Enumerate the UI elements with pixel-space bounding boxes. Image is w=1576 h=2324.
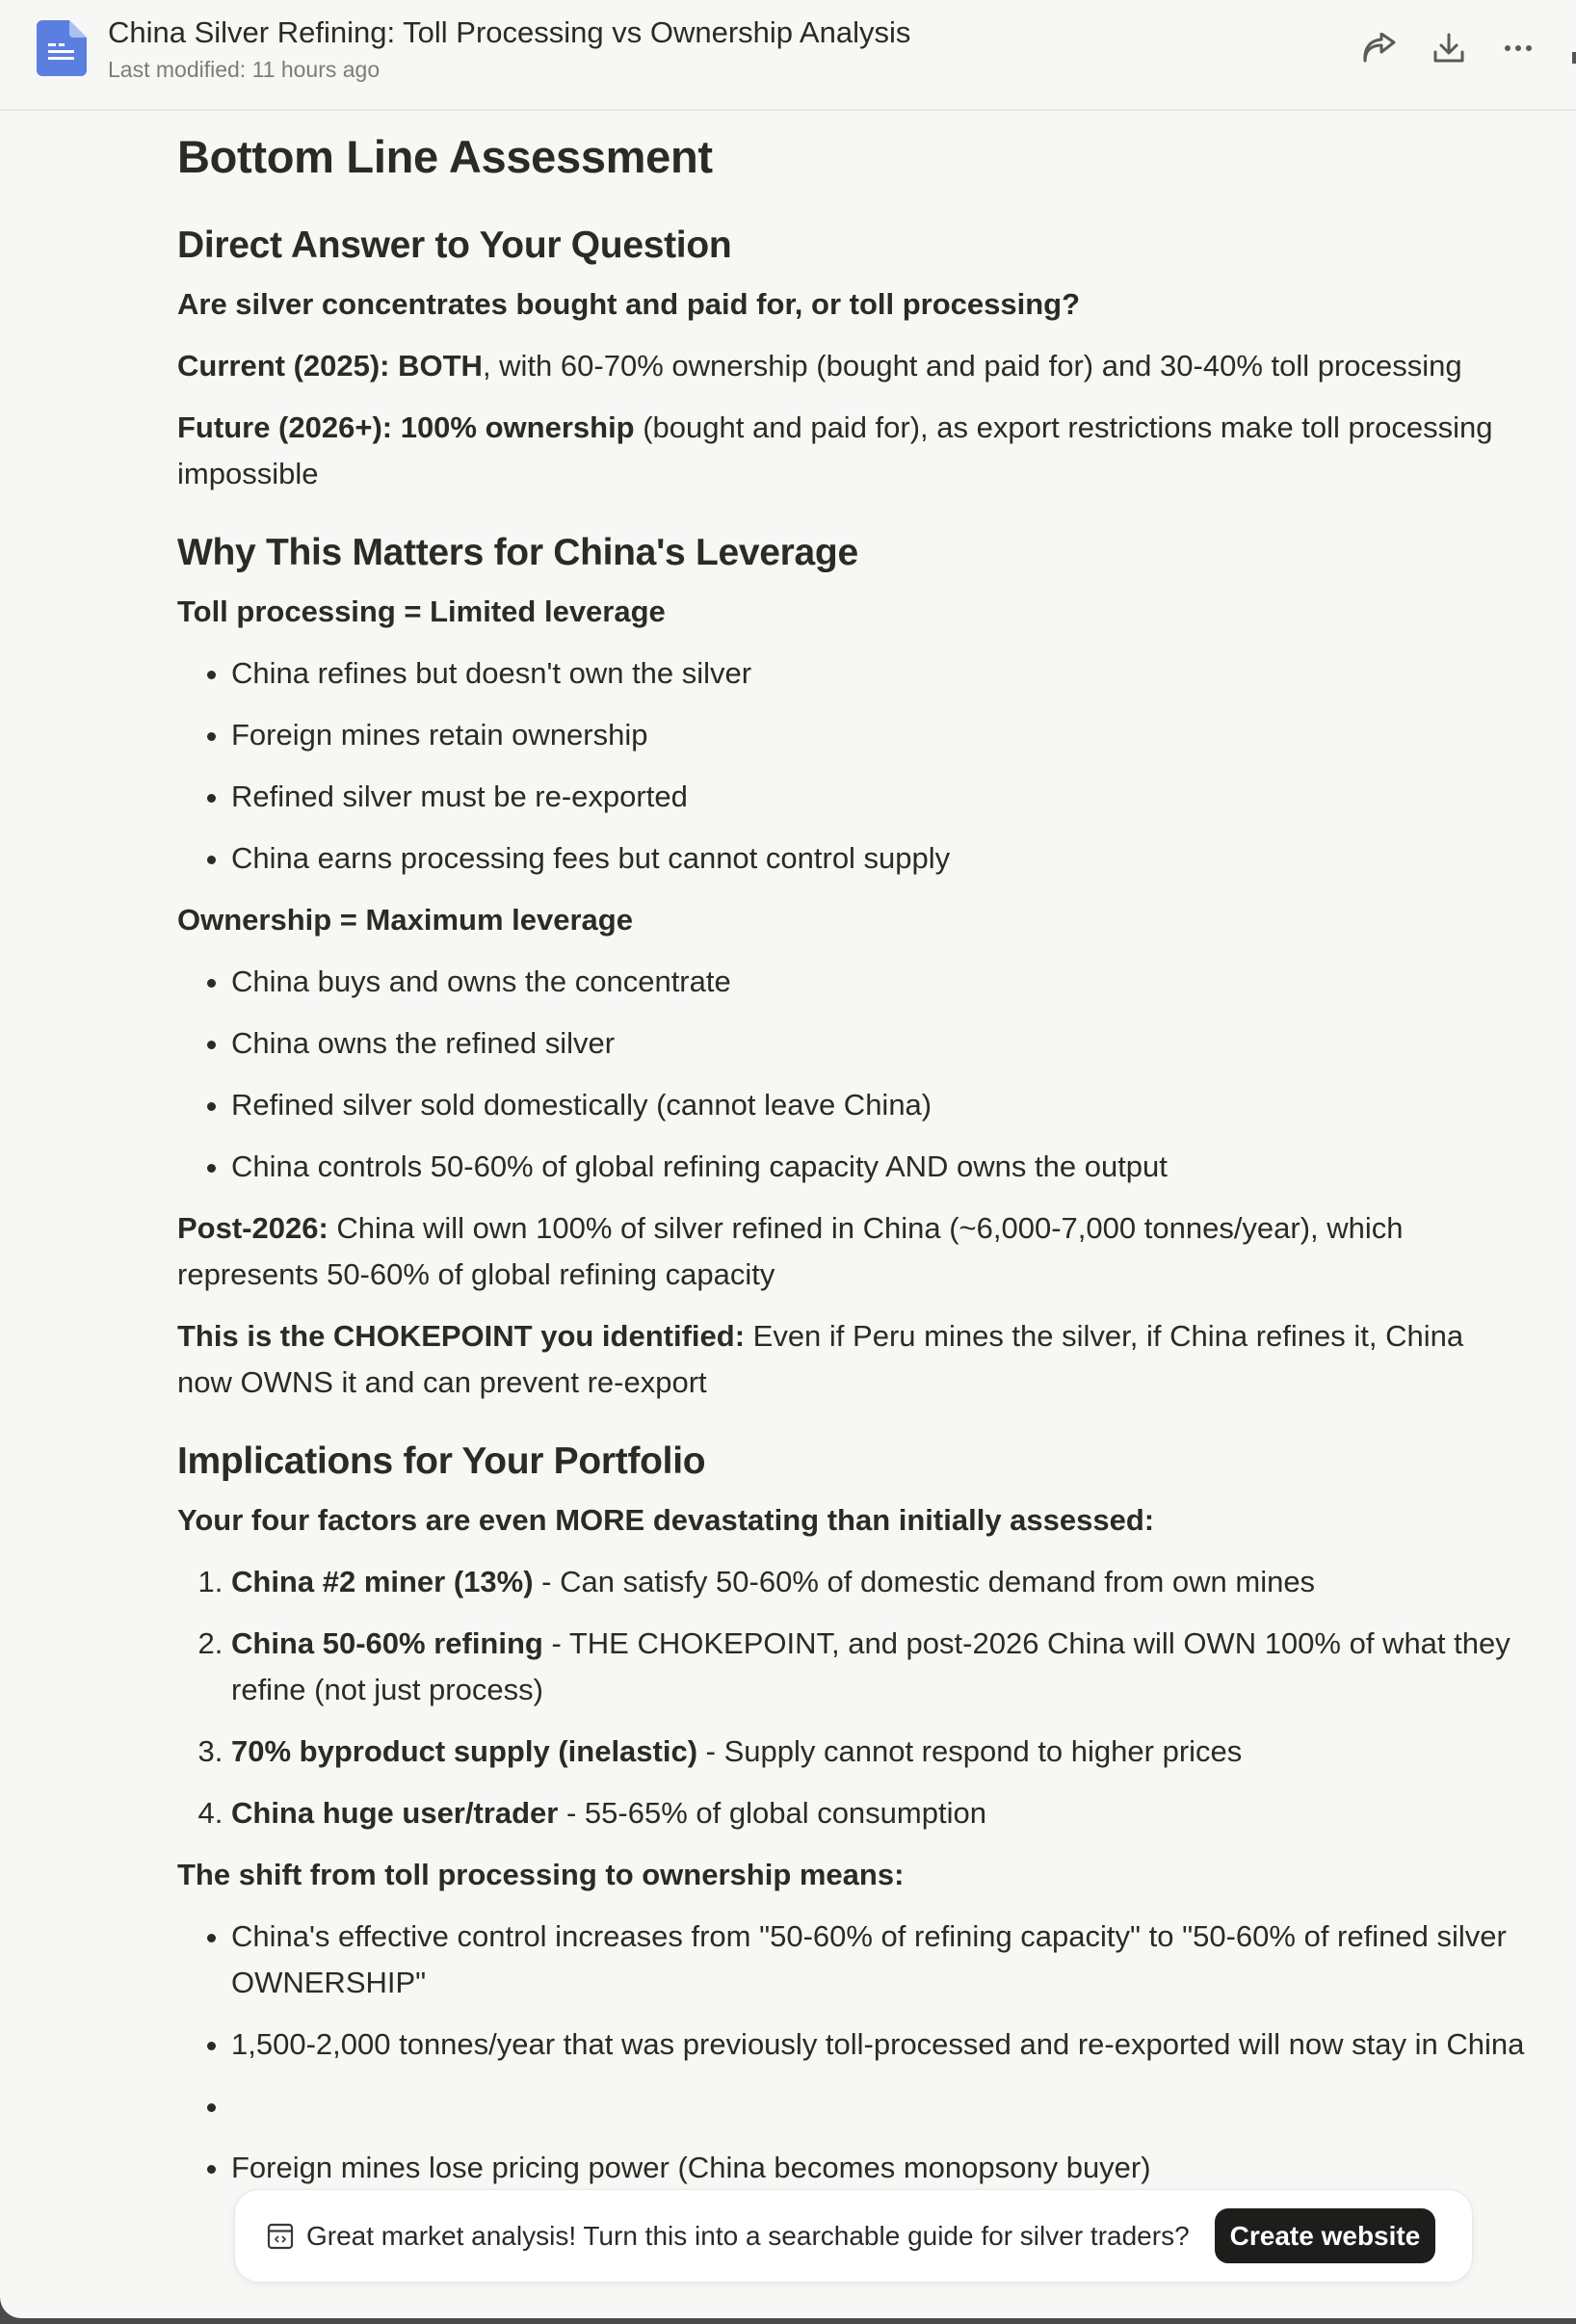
list-item bbox=[231, 2083, 1526, 2129]
future-text: (bought and paid for), as export restrictions make toll processing impossible bbox=[177, 410, 1493, 490]
download-button[interactable] bbox=[1428, 27, 1470, 69]
factors-label bbox=[177, 1497, 1526, 1544]
current-text: , with 60-70% ownership (bought and paid for) and 30-40% toll processing bbox=[482, 349, 1462, 383]
heading-implications: Implications for Your Portfolio bbox=[177, 1440, 706, 1482]
list-item: • Foreign mines retain ownership bbox=[231, 712, 1526, 758]
list-item: • China owns the refined silver bbox=[231, 1020, 1526, 1067]
factor-text: - THE CHOKEPOINT, and post-2026 China will OWN 100% of what they refine (not just process) bbox=[231, 1626, 1510, 1706]
list-item bbox=[231, 1559, 1526, 1605]
shift-label-text: The shift from toll processing to ownership means: bbox=[177, 1858, 905, 1891]
shift-list bbox=[177, 1914, 1526, 2191]
list-item bbox=[231, 1729, 1526, 1775]
document-title: China Silver Refining: Toll Processing vs Ownership Analysis bbox=[108, 15, 911, 49]
banner-message: Great market analysis! Turn this into a searchable guide for silver traders? bbox=[306, 2220, 1190, 2251]
ownership-label bbox=[177, 897, 1526, 943]
toll-label-text: Toll processing = Limited leverage bbox=[177, 594, 666, 628]
factors-label-text: Your four factors are even MORE devastating than initially assessed: bbox=[177, 1503, 1155, 1537]
toll-list bbox=[177, 650, 1526, 882]
question-bold: Are silver concentrates bought and paid for, or toll processing? bbox=[177, 287, 1081, 321]
list-item: • China's effective control increases from "50-60% of refining capacity" to "50-60% of refined silver OWNERSHIP" bbox=[231, 1914, 1526, 2006]
factor-text: - Supply cannot respond to higher prices bbox=[697, 1734, 1243, 1768]
list-item: • Refined silver sold domestically (cannot leave China) bbox=[231, 1082, 1526, 1128]
last-modified: Last modified: 11 hours ago bbox=[108, 57, 381, 82]
document-icon bbox=[37, 20, 87, 76]
chokepoint-text: Even if Peru mines the silver, if China refines it, China now OWNS it and can prevent re-export bbox=[177, 1319, 1464, 1399]
document-header bbox=[0, 0, 1576, 111]
factors-list bbox=[177, 1559, 1526, 1836]
create-website-banner bbox=[234, 2189, 1473, 2283]
chokepoint-paragraph bbox=[177, 1313, 1526, 1406]
post-2026-text: China will own 100% of silver refined in China (~6,000-7,000 tonnes/year), which represents 50-60% of global refining capacity bbox=[177, 1211, 1404, 1291]
download-icon bbox=[1432, 32, 1465, 65]
heading-bottom-line: Bottom Line Assessment bbox=[177, 131, 713, 182]
factor-title: China huge user/trader bbox=[231, 1796, 559, 1830]
sidebar-toggle-edge[interactable] bbox=[1572, 52, 1576, 64]
document-body bbox=[177, 111, 1526, 2191]
shift-label bbox=[177, 1852, 1526, 1898]
factor-text: - Can satisfy 50-60% of domestic demand from own mines bbox=[533, 1565, 1316, 1598]
toll-label bbox=[177, 589, 1526, 635]
website-code-icon bbox=[266, 2222, 295, 2251]
list-item: • 1,500-2,000 tonnes/year that was previously toll-processed and re-exported will now stay in China bbox=[231, 2021, 1526, 2068]
list-item: • China buys and owns the concentrate bbox=[231, 959, 1526, 1005]
list-item: • China controls 50-60% of global refining capacity AND owns the output bbox=[231, 1144, 1526, 1190]
list-item: • Foreign mines lose pricing power (China becomes monopsony buyer) bbox=[231, 2145, 1526, 2191]
factor-title: China #2 miner (13%) bbox=[231, 1565, 534, 1598]
post-2026-label: Post-2026: bbox=[177, 1211, 328, 1245]
share-button[interactable] bbox=[1358, 27, 1401, 69]
ownership-label-text: Ownership = Maximum leverage bbox=[177, 903, 633, 937]
chokepoint-label: This is the CHOKEPOINT you identified: bbox=[177, 1319, 746, 1353]
heading-why-matters: Why This Matters for China's Leverage bbox=[177, 532, 858, 573]
post-2026-paragraph bbox=[177, 1205, 1526, 1298]
create-website-button[interactable]: Create website bbox=[1215, 2208, 1436, 2263]
future-paragraph bbox=[177, 405, 1526, 497]
question-text bbox=[177, 281, 1526, 328]
list-item: • Refined silver must be re-exported bbox=[231, 774, 1526, 820]
factor-text: - 55-65% of global consumption bbox=[558, 1796, 986, 1830]
list-item bbox=[231, 1621, 1526, 1713]
more-icon bbox=[1503, 43, 1534, 53]
factor-title: 70% byproduct supply (inelastic) bbox=[231, 1734, 698, 1768]
list-item: • China earns processing fees but cannot control supply bbox=[231, 835, 1526, 882]
heading-direct-answer: Direct Answer to Your Question bbox=[177, 224, 732, 266]
future-label: Future (2026+): 100% ownership bbox=[177, 410, 635, 444]
more-options-button[interactable] bbox=[1497, 27, 1539, 69]
share-icon bbox=[1362, 33, 1397, 64]
list-item: • China refines but doesn't own the silver bbox=[231, 650, 1526, 697]
current-label: Current (2025): BOTH bbox=[177, 349, 483, 383]
list-item bbox=[231, 1790, 1526, 1836]
ownership-list bbox=[177, 959, 1526, 1190]
current-paragraph bbox=[177, 343, 1526, 389]
factor-title: China 50-60% refining bbox=[231, 1626, 543, 1660]
